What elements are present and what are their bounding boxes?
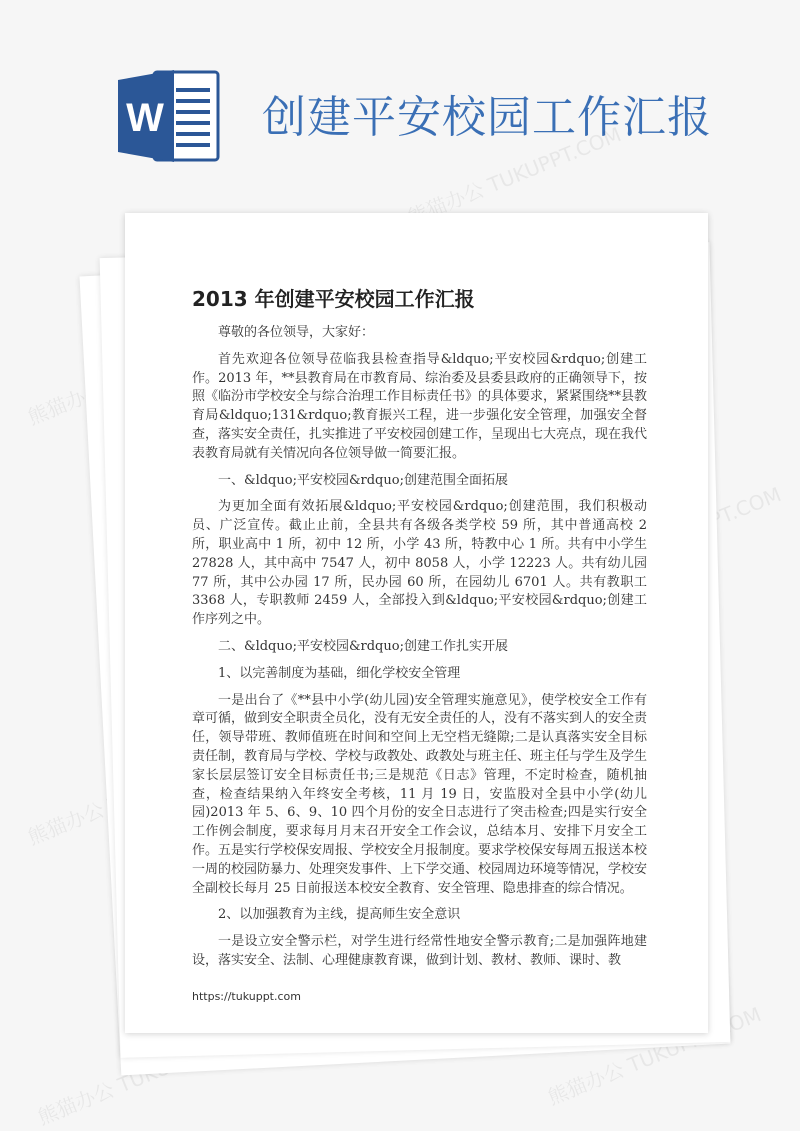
paragraph: 一是设立安全警示栏，对学生进行经常性地安全警示教育;二是加强阵地建设，落实安全、法制、心理健康教育课，做到计划、教材、教师、课时、教 bbox=[192, 934, 647, 968]
paragraph: 为更加全面有效拓展&ldquo;平安校园&rdquo;创建范围，我们积极动员、广泛宣传。截止止前，全县共有各级各类学校 59 所，其中普通高校 2 所，职业高中 1 所，初中 12 所，小学 43 所，特教中心 1 所。共有中小学生 27828 人，其中高中 7547 人，初中 8058 人，小学 12223 人。共有幼儿园 77 所，其中公办园 17 所，民办园 60 所，在园幼儿 6701 人。共有教职工 3368 人，专职教师 2459 人，全部投入到&ldquo;平安校园&rdquo;创建工作序列之中。 bbox=[192, 499, 647, 628]
word-icon-letter: W bbox=[126, 96, 164, 140]
header-title: 创建平安校园工作汇报 bbox=[262, 92, 712, 143]
paragraph: 一是出台了《**县中小学(幼儿园)安全管理实施意见》，使学校安全工作有章可循，做到安全职责全员化，没有无安全责任的人，没有不落实到人的安全责任，领导带班、教师值班在时间和空间上无空档无缝隙;二是认真落实安全目标责任制，教育局与学校、学校与政教处、政教处与班主任、班主任与学生及学生家长层层签订安全目标责任书;三是规范《日志》管理，不定时检查，随机抽查，检查结果纳入年终安全考核，11 月 19 日，安监股对全县中小学(幼儿园)2013 年 5、6、9、10 四个月份的安全日志进行了突击检查;四是实行安全工作例会制度，要求每月月末召开安全工作会议，总结本月、安排下月安全工作。五是实行学校保安周报、学校安全月报制度。要求学校保安每周五报送本校一周的校园防暴力、处理突发事件、上下学交通、校园周边环境等情况，学校安全副校长每月 25 日前报送本校安全教育、安全管理、隐患排查的综合情况。 bbox=[192, 692, 648, 896]
footer-url: https://tukuppt.com bbox=[192, 990, 301, 1003]
subsection-heading: 2、以加强教育为主线，提高师生安全意识 bbox=[218, 907, 461, 923]
document-page bbox=[125, 213, 708, 1033]
section-heading: 二、&ldquo;平安校园&rdquo;创建工作扎实开展 bbox=[218, 638, 508, 654]
subsection-heading: 1、以完善制度为基础，细化学校安全管理 bbox=[218, 665, 461, 681]
watermark: 熊猫办公 bbox=[24, 377, 108, 430]
watermark: 熊猫办公 TUKUPPT.COM bbox=[404, 122, 625, 230]
section-heading: 一、&ldquo;平安校园&rdquo;创建范围全面拓展 bbox=[218, 472, 508, 488]
header-banner bbox=[0, 0, 800, 200]
word-document-icon bbox=[118, 68, 220, 164]
document-body bbox=[192, 324, 647, 979]
salutation: 尊敬的各位领导，大家好： bbox=[218, 325, 375, 340]
paragraph: 首先欢迎各位领导莅临我县检查指导&ldquo;平安校园&rdquo;创建工作。2013 年，**县教育局在市教育局、综治委及县委县政府的正确领导下，按照《临汾市学校安全与综合治理工作目标责任书》的具体要求，紧紧围绕**县教育局&ldquo;131&rdquo;教育振兴工程，进一步强化安全管理，加强安全督查，落实安全责任，扎实推进了平安校园创建工作，呈现出七大亮点，现在我代表教育局就有关情况向各位领导做一简要汇报。 bbox=[192, 351, 648, 461]
watermark: 熊猫办公 bbox=[24, 797, 108, 850]
watermark: 熊猫办公 TUKUPPT.COM bbox=[34, 1022, 255, 1130]
watermark: 熊猫办公 TUKUPPT.COM bbox=[544, 1002, 765, 1110]
document-title: 2013 年创建平安校园工作汇报 bbox=[192, 287, 475, 311]
